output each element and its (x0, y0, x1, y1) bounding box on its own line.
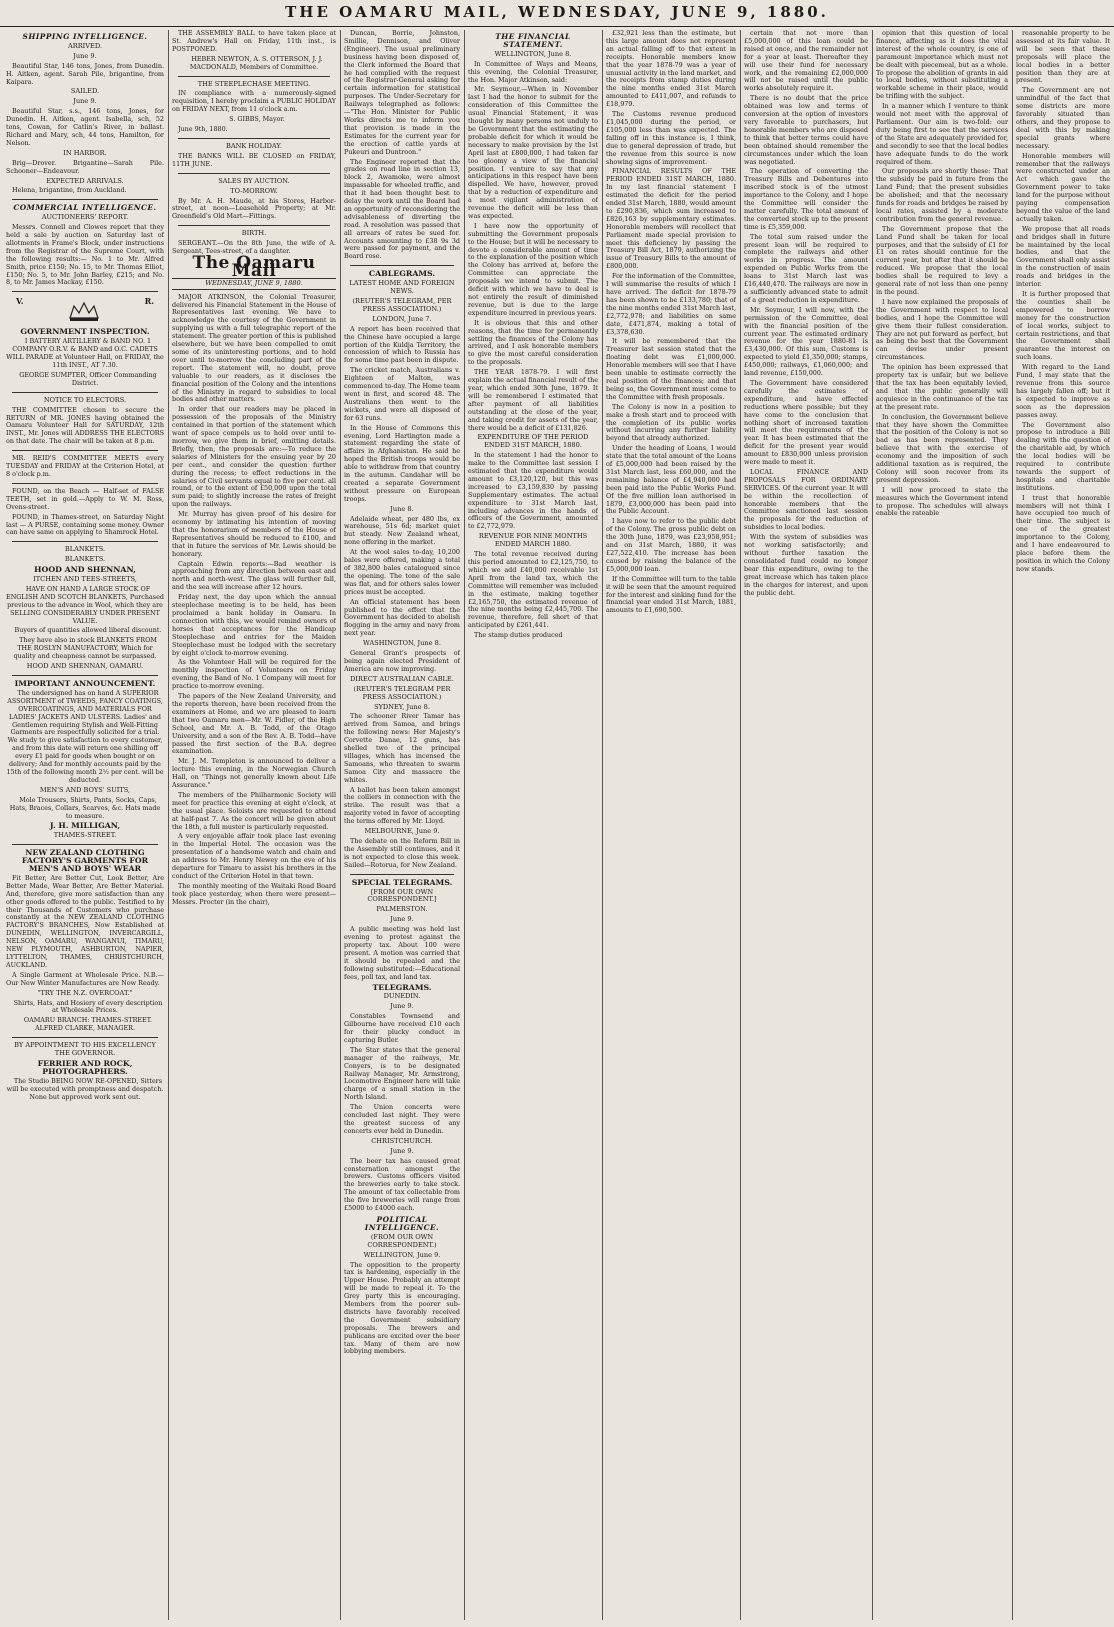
telegram-paragraph: The opposition to the property tax is hardening, especially in the Upper House. Probably an attempt will be made to repeal it. To the Grey party this is encouraging. Members from the poorer sub-districts have favorably received the Government subsidiary proposals. The brewers and publicans are excited over the beer tax. Many of them are now lobbying members. (344, 1260, 460, 1356)
statement-paragraph: The Government are not unmindful of the fact that some districts are more favorably situated than others, and they propose to deal with this by making special grants where necessary. (1016, 86, 1110, 150)
leader-paragraph: The members of the Philharmonic Society will meet for practice this evening at eight o'clock, at the usual place. Soloists are requested to attend at half-past 7. As the concert will be given about the 18th, a full muster is particularly requested. (172, 790, 336, 831)
special-telegrams-sub: [FROM OUR OWN CORRESPONDENT.] (367, 887, 437, 904)
shipping-heading: SHIPPING INTELLIGENCE. (22, 32, 148, 41)
article-paragraph: Duncan, Borrie, Johnston, Smillie, Dennison, and Oliver (Engineer). The usual preliminary business having been disposed of, the Clerk informed the Board that he had complied with the request of the Registrar-General asking for certain information for statistical purposes. The Under-Secretary for Railways telegraphed as follows:—"The Hon. Minister for Public Works directs me to inform you that provision is made in the Estimates for the current year for the erection of cattle yards at Pukeuri and Duntroon." (344, 30, 460, 156)
leader-paragraph: The papers of the New Zealand University, and the reports thereon, have been received from the examiners at Home, and we are pleased to learn that two Oamaru men—Mr. W. Fidler, of the High School, and Mr. A. B. Todd, of the Otago University, and a son of the Rev. A. B. Todd—have passed the first section of the B.A. degree examination. (172, 692, 336, 756)
column-1 (6, 30, 164, 1620)
column-6 (744, 30, 868, 1620)
column-rule (340, 30, 341, 1620)
article-paragraph: The Engineer reported that the grades on road line in section 13, block 2, Awamoko, were almost impassable for wheeled traffic, and that it had been thought best to delay the work until the Board had an opportunity of reconsidering the advisableness of diverting the road. A resolution was passed that all arrears of rates be sued for. Accounts amounting to £38 9s 3d were passed for payment, and the Board rose. (344, 157, 460, 261)
harbor-label: IN HARBOR. (63, 148, 107, 157)
ferrier-rock-heading: FERRIER AND ROCK, PHOTOGRAPHERS. (37, 1058, 133, 1076)
dateline: LONDON, June 7. (372, 314, 432, 323)
hood-shennan-roslyn: They have also in stock BLANKETS FROM THE ROSLYN MANUFACTORY, Which for quality and cheapness cannot be surpassed. (13, 636, 157, 661)
statement-paragraph: In a manner which I venture to think would not meet with the approval of Parliament. Our aim is two-fold: our duty being first to see that the services of the State are adequately provided for, and secondly to see that the local bodies have adequate funds to do the work required of them. (876, 102, 1008, 166)
cable-paragraph: The cricket match, Australians v. Eighteen of Malton, was commenced to-day. The Home team went in first, and scored 48. The Australians then went to the wickets, and were all disposed of for 63 runs. (344, 366, 460, 422)
dateline: MELBOURNE, June 9. (364, 827, 440, 836)
mens-suits-heading: MEN'S AND BOYS' SUITS, (39, 785, 131, 794)
column-rule (602, 30, 603, 1620)
divider (12, 291, 158, 292)
dateline: June 9. (390, 1002, 414, 1011)
leader-paragraph: Captain Edwin reports:—Bad weather is approaching from any direction between east and north and north-west. The glass will further fall, and the sea will increase after 12 hours. (172, 559, 336, 592)
important-text: The undersigned has on hand A SUPERIOR ASSORTMENT of TWEEDS, FANCY COATINGS, OVERCOATINGS, AND MATERIALS FOR LADIES' JACKETS AND ULSTERS. Ladies' and Gentlemen requiring Stylish and Well-Fitting Garments are respectfully solicited for a trial. We study to give satisfaction to every customer, and from this date will return one shilling off every £1 paid for goods when bought or on delivery; And for monthly accounts paid by the 15th of the following month 2½ per cent. will be deducted. (6, 688, 164, 784)
statement-paragraph: The Colony is now in a position to make a fresh start and to proceed with the completion of its public works without incurring any further liability beyond that already authorized. (606, 402, 736, 443)
statement-paragraph: With regard to the Land Fund, I may state that the revenue from this source has largely fallen off; but it is expected to improve as soon as the depression passes away. (1016, 363, 1110, 419)
dateline: WELLINGTON, June 8. (494, 49, 572, 58)
statement-paragraph: The total sum raised under the present loan will be required to complete the railways and other works in progress. The amount expended on Public Works from the loans to 31st March last was £16,440,470. The railways are now in a sufficiently advanced state to admit of a great reduction in expenditure. (744, 232, 868, 304)
telegram-paragraph: A public meeting was held last evening to protest against the property tax. About 100 were present. A motion was carried that it should be repealed and the following substituted:—Educational fees, poll tax, and land tax. (344, 925, 460, 981)
telegram-paragraph: Constables Townsend and Gilbourne have received £10 each for their plucky conduct in capturing Butler. (344, 1012, 460, 1044)
statement-paragraph: The Government propose that the Land Fund shall be taken for local purposes, and that the subsidy of £1 for £1 on rates should continue for the current year, but after that it should be reduced. We propose that the local bodies shall be required to levy a general rate of not less than one penny in the pound. (876, 224, 1008, 296)
leader-paragraph: Mr. Murray has given proof of his desire for economy by intimating his intention of moving that the honorarium of members of the House of Representatives should be reduced to £100, and that in future the services of Mr. Lewis should be honorary. (172, 510, 336, 558)
divider (350, 265, 454, 266)
statement-paragraph: It is further proposed that the counties shall be empowered to borrow money for the construction of local works, subject to certain restrictions, and that the Government shall guarantee the interest on such loans. (1016, 290, 1110, 362)
statement-paragraph: For the information of the Committee, I will summarise the results of which I have arrived. The deficit for 1878-79 has been shown to be £133,780; that of the nine months ended 31st March last, £2,772,978; and liabilities on same date, £471,874, making a total of £3,378,630. (606, 272, 736, 336)
statement-paragraph: The total revenue received during this period amounted to £2,125,750, to which we add £40,000 receivable 1st April from the land tax, which the Committee will remember was included in the estimate, making together £2,165,750, the estimated revenue of the nine months being £2,445,700. The revenue, therefore, fell short of that anticipated by £261,441. (468, 550, 598, 630)
political-sub: (FROM OUR OWN CORRESPONDENT.) (367, 1232, 437, 1249)
bank-holiday-text: THE BANKS WILL BE CLOSED on FRIDAY, 11TH JUNE. (172, 151, 336, 168)
statement-paragraph: It will be remembered that the Treasurer last session stated that the floating debt was £1,000,000. Honorable members will see that I have been unable to estimate correctly the real position of the finances; and that being so, the Government must come to the Committee with fresh proposals. (606, 337, 736, 401)
birth-text: SERGEANT.—On the 8th June, the wife of A. Sergeant, Tees-street, of a daughter. (172, 239, 336, 256)
column-5 (606, 30, 736, 1620)
milligan-name: J. H. MILLIGAN, (49, 821, 121, 831)
statement-paragraph: Our proposals are shortly these: That the subsidy be paid in future from the Land Fund; that the present subsidies be abolished; and that the necessary funds for roads and bridges be raised by local rates, assisted by a moderate contribution from the general revenue. (876, 167, 1008, 223)
newspaper-flag: The Oamaru Mail (192, 252, 316, 281)
column-7 (876, 30, 1008, 1620)
statement-paragraph: £32,921 less than the estimate, but this large amount does not represent an actual falling off to that extent in receipts. Honorable members know that the year 1878-79 was a year of unusual activity in the land market, and the receipts from stamp duties during the nine months ended 31st March amounted to £411,007, and refunds to £18,979. (606, 30, 736, 109)
cable-paragraph: The schooner River Tamar has arrived from Samoa, and brings the following news: Her Majesty's Corvette Danae, 12 guns, has shelled two of the principal villages, which has incensed the Samoans, who threaten to swarm Samoa City and massacre the whites. (344, 712, 460, 784)
steeplechase-date: June 9th, 1880. (178, 125, 228, 134)
cablegrams-agency: (REUTER'S TELEGRAM, PER PRESS ASSOCIATION.) (352, 297, 452, 313)
reid-notice: MR. REID'S COMMITTEE MEETS every TUESDAY and FRIDAY at the Criterion Hotel, at 8 o'clock p.m. (6, 454, 164, 478)
divider (178, 173, 330, 174)
column-2 (172, 30, 336, 1620)
nz-clothing-text-2: A Single Garment at Wholesale Price. N.B.—Our New Winter Manufactures are Now Ready. (6, 970, 164, 987)
statement-paragraph: In conclusion, the Government believe that they have shown the Committee that the position of the Colony is not so bad as has been represented. They believe that with the exercise of economy and the imposition of such additional taxation as is required, the Colony will soon recover from its present depression. (876, 412, 1008, 484)
dateline: June 9. (390, 1146, 414, 1155)
statement-paragraph: I have now explained the proposals of the Government with respect to local bodies, and I hope the Committee will give them their fullest consideration. They are not put forward as perfect, but as being the best that the Government can devise under present circumstances. (876, 297, 1008, 362)
cable-paragraph: A ballot has been taken amongst the colliers in connection with the strike. The result was that a majority voted in favor of accepting the terms offered by Mr. Lloyd. (344, 785, 460, 826)
direct-cable-agency: (REUTER'S TELEGRAM PER PRESS ASSOCIATION.) (353, 684, 451, 701)
financial-statement-heading: THE FINANCIAL STATEMENT. (495, 32, 571, 49)
political-heading: POLITICAL INTELLIGENCE. (364, 1214, 440, 1232)
masthead-title: THE OAMARU MAIL, WEDNESDAY, JUNE 9, 1880. (285, 3, 829, 21)
birth-heading: BIRTH. (241, 229, 267, 238)
statement-paragraph: Mr. Seymour,—When in November last I had the honor to submit for the consideration of this Committee the usual Financial Statement, it was thought by many persons not unduly to be Government that the estimating the probable deficit for which it would be necessary to make provision by the 1st April last at £800,000, I had taken far too gloomy a view of the financial position. I venture to say that any anticipations in this respect have been dispelled. We have, however, proved that by a reduction of expenditure and a most vigilant administration of revenue the deficit will be less than was expected. (468, 85, 598, 220)
nz-clothing-text-3: Shirts, Hats, and Hosiery of every description at Wholesale Prices. (13, 998, 163, 1015)
dateline: SYDNEY, June 8. (374, 702, 430, 711)
statement-paragraph: The Customs revenue produced £1,045,000 during the period, or £105,000 less than was expected. The falling off in this instance is, I think, due to general depression of trade, but the revenue from this source is now showing signs of improvement. (606, 110, 736, 166)
statement-paragraph: The Government have considered carefully the estimates of expenditure, and have effected reductions where possible; but they have come to the conclusion that nothing short of increased taxation will meet the requirements of the year. It has been estimated that the deficit for the present year would amount to £830,000 unless provision were made to meet it. (744, 378, 868, 467)
sales-heading: SALES BY AUCTION. (218, 176, 290, 185)
sales-subheading: TO-MORROW. (230, 186, 278, 195)
sailed-label: SAILED. (70, 87, 100, 96)
cable-paragraph: The debate on the Reform Bill in the Assembly still continues, and it is not expected to close this week. Sailed—Rotorua, for New Zealand. (344, 837, 460, 869)
leader-paragraph: Friday next, the day upon which the annual steeplechase meeting is to be held, has been proclaimed a bank holiday in Oamaru. In connection with this, we would remind owners of horses that acceptances for the Handicap Steeplechase and entries for the Maiden Steeplechase must be lodged with the secretary by eight o'clock to-morrow evening. (172, 593, 336, 657)
masthead (0, 0, 1114, 27)
statement-paragraph: I trust that honorable members will not think I have occupied too much of their time. The subject is one of the greatest importance to the Colony, and I have endeavoured to place before them the position in which the Colony now stands. (1016, 493, 1110, 573)
statement-paragraph: opinion that this question of local finance, affecting as it does the vital interest of the whole country, is one of paramount importance which must not be dealt with piecemeal, but as a whole. To propose the abolition of grants in aid to local bodies, without substituting a workable scheme in their place, would be trifling with the subject. (876, 30, 1008, 101)
statement-paragraph: Under the heading of Loans, I would state that the total amount of the Loans of £5,000,000 had been raised by the 31st March last, less £60,000, and the remaining balance of £4,940,000 had been paid into the Public Works Fund. Of the five million loan authorised in 1879, £3,000,000 has been paid into the Public Account. (606, 444, 736, 516)
statement-paragraph: Mr. Seymour, I will now, with the permission of the Committee, deal with the financial position of the current year. The estimated ordinary revenue for the year 1880-81 is £3,430,000. Of this sum, Customs is expected to yield £1,350,000; stamps, £450,000; railways, £1,060,000; and land revenue, £150,000. (744, 305, 868, 378)
statement-paragraph: The opinion has been expressed that property tax is unfair, but we believe that the tax has been equitably levied, and that the public generally will acquiesce in the continuance of the tax at the present rate. (876, 363, 1008, 411)
divider (178, 138, 330, 139)
hood-shennan-sign: HOOD AND SHENNAN, OAMARU. (26, 662, 144, 671)
palmerston-heading: PALMERSTON. (376, 905, 428, 914)
cablegrams-heading: CABLEGRAMS. (368, 269, 436, 279)
hood-shennan-discount: Buyers of quantities allowed liberal discount. (14, 626, 162, 635)
divider (178, 76, 330, 77)
cable-paragraph: In the House of Commons this evening, Lord Hartington made a statement regarding the state of affairs in Afghanistan. He said he hoped the British troops would be able to withdraw from that country in the autumn. Candahar will be created a separate Government without pressure on European troops. (344, 423, 460, 503)
electors-heading: NOTICE TO ELECTORS. (43, 395, 127, 404)
blankets-heading-2: BLANKETS. (64, 555, 106, 564)
cipher-v: V. (16, 296, 24, 307)
dateline: June 8. (390, 504, 414, 513)
cipher-r: R. (144, 296, 154, 307)
statement-paragraph: We propose that all roads and bridges shall in future be maintained by the local bodies, and that the Government shall only assist in the construction of main roads and bridges in the interior. (1016, 224, 1110, 289)
divider (178, 225, 330, 226)
dateline: June 9. (390, 915, 414, 924)
telegram-paragraph: The Star states that the general manager of the railways, Mr. Conyers, is to be designated Railway Manager, Mr. Armstrong, Locomotive Engineer here will take charge of a small station in the North Island. (344, 1045, 460, 1102)
sales-text: By Mr. A. H. Maude, at his Stores, Harbor-street, at noon—Leasehold Property; at Mr. Greenfield's Old Mart—Fittings. (172, 196, 336, 221)
divider (12, 844, 158, 845)
cable-paragraph: At the wool sales to-day, 10,200 bales were offered, making a total of 382,800 bales catalogued since the opening. The tone of the sale was flat, and for others sales lower prices must be accepted. (344, 548, 460, 596)
statement-paragraph: In Committee of Ways and Means, this evening, the Colonial Treasurer, the Hon. Major Atkinson, said: (468, 59, 598, 84)
dunedin-heading: DUNEDIN. (383, 992, 421, 1001)
leader-paragraph: In order that our readers may be placed in possession of the proposals of the Ministry contained in that portion of the statement which want of space compels us to hold over until to-morrow, we give them in brief, omitting details. Briefly, then, the proposals are:—To reduce the salaries of Ministers for the ensuing year by 20 per cent., and consider the question further during the recess; to effect reductions in the salaries of Civil servants equal to five per cent. all round, or to the extent of £50,000 upon the total sum paid; to slightly increase the rates of freight upon the railways. (172, 405, 336, 509)
nz-clothing-heading: NEW ZEALAND CLOTHING FACTORY'S GARMENTS FOR MEN'S AND BOYS' WEAR (21, 848, 149, 874)
statement-paragraph: LOCAL FINANCE AND PROPOSALS FOR ORDINARY SERVICES. Of the current year. It will be within the recollection of honorable members that the Committee sanctioned last session the proposals for the reduction of subsidies to local bodies. (744, 467, 868, 532)
statement-paragraph: With the system of subsidies was not working satisfactorily; and without further taxation the consolidated fund could no longer bear this expenditure, owing to the great increase which has taken place in the charges for interest, and upon the public debt. (744, 533, 868, 597)
telegram-paragraph: The beer tax has caused great consternation amongst the brewers. Customs officers visited the breweries early to take stock. The amount of tax collectable from the five breweries will range from £5000 to £4000 each. (344, 1156, 460, 1213)
statement-paragraph: I have now to refer to the public debt of the Colony. The gross public debt on the 30th June, 1879, was £23,958,951; and on 31st March, 1880, it was £27,522,410. The increase has been caused by raising the balance of the £5,000,000 loan. (606, 517, 736, 573)
column-rule (740, 30, 741, 1620)
nz-clothing-text: Fit Better, Are Better Cut, Look Better, Are Better Made, Wear Better, Are Better Material. And, therefore, give more satisfaction than any other goods offered to the public. Testified to by their Thousands of Customers who purchase constantly at the NEW ZEALAND CLOTHING FACTORY'S BRANCHES, Now Established at DUNEDIN, WELLINGTON, INVERCARGILL, NELSON, OAMARU, WANGANUI, TIMARU, NEW PLYMOUTH, ASHBURTON, NAPIER, LYTTELTON, THAMES, CHRISTCHURCH, AUCKLAND. (6, 873, 164, 969)
telegrams-heading: TELEGRAMS. (372, 982, 432, 992)
royal-cipher (6, 296, 164, 326)
statement-paragraph: reasonable property to be assessed at its fair value. It will be seen that these proposals will place the local bodies in a better position than they are at present. (1016, 30, 1110, 85)
steeplechase-heading: THE STEEPLECHASE MEETING. (197, 79, 311, 88)
column-8 (1016, 30, 1110, 1620)
column-3 (344, 30, 460, 1620)
cable-paragraph: General Grant's prospects of being again elected President of America are now improving. (344, 649, 460, 673)
arrived-text: Beautiful Star, 146 tons, Jones, from Dunedin. H. Aitken, agent. Sarah Pile, brigantine, from Kaipara. (6, 61, 164, 86)
auctioneers-heading: AUCTIONEERS' REPORT. (41, 213, 129, 222)
auction-text: Messrs. Connell and Clowes report that they held a sale by auction on Saturday last of allotments in Frame's Block, under instructions from the Registrar of the Supreme Court, with the following results:— No. 1 to Mr. Alfred Smith, price £150; No. 15, to Mr. Thomas Elliot, £150; No. 5, to Mr. John Barley, £215; and No. 8, to Mr. James Mackay, £150. (6, 223, 164, 287)
ferrier-rock-text: The Studio BEING NOW RE-OPENED, Sitters will be executed with promptness and despatch. None but approved work sent out. (6, 1076, 164, 1101)
oamaru-branch: OAMARU BRANCH: THAMES-STREET. ALFRED CLARKE, MANAGER. (23, 1016, 153, 1033)
commercial-heading: COMMERCIAL INTELLIGENCE. (13, 203, 157, 213)
telegram-paragraph: The Union concerts were concluded last night. They were the greatest success of any concerts ever held in Dunedin. (344, 1103, 460, 1135)
leader-paragraph: MAJOR ATKINSON, the Colonial Treasurer, delivered his Financial Statement in the House of Representatives last evening. We have to acknowledge the courtesy of the Government in supplying us with a full telegraphic report of the statement. The greater portion of this is published elsewhere, but we have been compelled to omit some of its uninteresting portions, and to hold over until to-morrow the concluding part of the report. The statement will, no doubt, prove valuable to our readers, as it discloses the financial position of the Colony and the intentions of the Ministry in regard to subsidies to local bodies and other matters. (172, 292, 336, 404)
gov-inspection-sign: GEORGE SUMPTER, Officer Commanding District. (19, 370, 157, 387)
column-rule (168, 30, 169, 1620)
statement-paragraph: The operation of converting the Treasury Bills and Debentures into inscribed stock is of the utmost importance to the Colony, and I hope the Committee will consider the matter carefully. The total amount of the converted stock up to the present time is £5,359,000. (744, 167, 868, 231)
flag-date: WEDNESDAY, JUNE 9, 1880. (172, 278, 336, 290)
divider (12, 450, 158, 451)
assembly-ball-notice: THE ASSEMBLY BALL to have taken place at St. Andrew's Hall on Friday, 11th inst., is POSTPONED. (172, 30, 336, 53)
found-teeth-notice: FOUND, on the Beach — Half-set of FALSE TEETH, set in gold.—Apply to W. M. Ross, Ovens-street. (6, 486, 164, 511)
column-rule (872, 30, 873, 1620)
cable-paragraph: A report has been received that the Chinese have occupied a large portion of the Kuldja Territory, the concession of which to Russia has for some time past been in dispute. (344, 324, 460, 365)
statement-paragraph: I will now proceed to state the measures which the Government intend to propose. The schedules will always enable the rateable (876, 485, 1008, 518)
appointment-line: BY APPOINTMENT TO HIS EXCELLENCY THE GOVERNOR. (14, 1041, 156, 1058)
hood-shennan-text: HAVE ON HAND A LARGE STOCK OF ENGLISH AND SCOTCH BLANKETS, Purchased previous to the advance in Wool, which they are SELLING CONSIDERABLY UNDER PRESENT VALUE. (6, 584, 164, 625)
statement-paragraph: Honorable members will remember that the railways were constructed under an Act which gave the Government power to take land for the purpose without paying compensation beyond the value of the land actually taken. (1016, 151, 1110, 223)
leader-paragraph: A very enjoyable affair took place last evening in the Imperial Hotel. The occasion was the presentation of a handsome watch and chain and an address to Mr. Henry Newey on the eve of his departure for Timaru to assist his brothers in the conduct of the Criterion Hotel in that town. (172, 832, 336, 880)
gov-inspection-text: I BATTERY ARTILLERY & BAND NO. 1 COMPANY O.R.V. & BAND and O.C. CADETS WILL PARADE at Volunteer Hall, on FRIDAY, the 11th INST., AT 7.30. (6, 337, 164, 369)
divider (12, 199, 158, 200)
harbor-text: Brig—Drover. Brigantine—Sarah Pile. Schooner—Endeavour. (6, 158, 164, 175)
statement-paragraph: THE YEAR 1878-79. I will first explain the actual financial result of the year, which ended 30th June, 1879. It will be remembered I estimated that after payment of all liabilities outstanding at the close of the year, and taking credit for assets of the year, there would be a deficit of £131,826. (468, 368, 598, 432)
expenditure-subheading: EXPENDITURE OF THE PERIOD ENDED 31ST MARCH, 1880. (477, 433, 589, 450)
overcoat-slogan: "TRY THE N.Z. OVERCOAT." (37, 988, 133, 997)
sailed-text: Beautiful Star, s.s., 146 tons, Jones, for Dunedin. H. Aitken, agent. Isabella, sch, 52 tons, Cowan, for Catlin's River, in ballast. Richard and Mary, sch, 44 tons, Hamilton, for Nelson. (6, 107, 164, 147)
bank-holiday-heading: BANK HOLIDAY. (226, 141, 282, 150)
statement-paragraph: The stamp duties produced (474, 631, 563, 640)
expected-text: Helena, brigantine, from Auckland. (12, 186, 127, 195)
divider (350, 874, 454, 875)
divider (12, 675, 158, 676)
milligan-address: THAMES-STREET. (53, 831, 117, 840)
statement-paragraph: There is no doubt that the price obtained was low and terms of conversion at the option of investors very favorable to purchasers, but honorable members who are disposed to think that better terms could have been obtained should remember the circumstances under which the loan was negotiated. (744, 94, 868, 166)
steeplechase-sign: S. GIBBS, Mayor. (229, 115, 285, 124)
statement-paragraph: FINANCIAL RESULTS OF THE PERIOD ENDED 31ST MARCH, 1880. In my last financial statement I estimated the deficit for the period ended 31st March, 1880, would amount to £290,836, which sum increased to £826,163 by supplementary estimates. Honorable members will recollect that Parliament made special provision to meet this deficiency by passing the Treasury Bill Act, 1879, authorizing the issue of Treasury Bills to the amount of £800,000. (606, 167, 736, 271)
dateline: WASHINGTON, June 8. (363, 639, 441, 648)
mens-suits-text: Mole Trousers, Shirts, Pants, Socks, Caps, Hats, Braces, Collars, Scarves, &c. Hats made to measure. (9, 795, 161, 820)
divider (12, 1037, 158, 1038)
expected-label: EXPECTED ARRIVALS. (46, 176, 124, 185)
important-heading: IMPORTANT ANNOUNCEMENT. (14, 679, 156, 688)
divider (12, 392, 158, 393)
revenue-subheading: REVENUE FOR NINE MONTHS ENDED MARCH 1880. (478, 532, 588, 549)
gov-inspection-heading: GOVERNMENT INSPECTION. (20, 327, 150, 337)
column-4 (468, 30, 598, 1620)
leader-paragraph: As the Volunteer Hall will be required for the monthly inspection of Volunteers on Friday evening, the Band of No. 1 Company will meet for practice to-morrow evening. (172, 658, 336, 691)
leader-paragraph: The monthly meeting of the Waitaki Road Board took place yesterday, when there were present—Messrs. Procter (in the chair), (172, 881, 336, 906)
sailed-date: June 9. (73, 97, 97, 106)
blankets-heading: BLANKETS. (64, 545, 106, 554)
cablegrams-subheading: LATEST HOME AND FOREIGN NEWS. (349, 279, 455, 296)
hood-shennan-address: ITCHEN AND TEES-STREETS, (33, 575, 137, 584)
statement-paragraph: If the Committee will turn to the table it will be seen that the amount required for the interest and sinking fund for the financial year ended 31st March, 1881, amounts to £1,690,500. (606, 574, 736, 615)
statement-paragraph: The Government also propose to introduce a Bill dealing with the question of the charitable aid, by which the local bodies will be required to contribute towards the support of hospitals and charitable institutions. (1016, 420, 1110, 492)
divider (12, 541, 158, 542)
divider (12, 483, 158, 484)
cable-paragraph: An official statement has been published to the effect that the Government has decided to abolish flogging in the army and navy from next year. (344, 597, 460, 638)
cable-paragraph: Adelaide wheat, per 480 lbs, ex warehouse, 51s 6d; market quiet but steady. New Zealand wheat, none offering in the market. (344, 514, 460, 547)
christchurch-heading: CHRISTCHURCH. (371, 1136, 433, 1145)
assembly-ball-sign: HEBER NEWTON, A. S. OTTERSON, J. J. MACDONALD, Members of Committee. (189, 54, 323, 71)
direct-cable-heading: DIRECT AUSTRALIAN CABLE. (350, 674, 454, 683)
dateline: WELLINGTON, June 9. (363, 1250, 441, 1259)
leader-paragraph: Mr. J. M. Templeton is announced to deliver a lecture this evening, in the Norwegian Church Hall, on "Things not generally known about Life Assurance." (172, 757, 336, 790)
statement-paragraph: It is obvious that this and other reasons, that the time for permanently settling the finances of the Colony has arrived, and I ask honorable members to give the most careful consideration to the proposals. (468, 318, 598, 367)
statement-paragraph: certain that not more than £5,000,000 of this loan could be raised at once, and the remainder not for a year at least. Thereafter they will use their fund for necessary work, and the remaining £2,000,000 will not be raised until the public works absolutely require it. (744, 30, 868, 93)
electors-text: THE COMMITTEE chosen to secure the RETURN of MR. JONES having obtained the Oamaru Volunteer Hall for SATURDAY, 12th INST., Mr. Jones will ADDRESS THE ELECTORS on that date. The chair will be taken at 8 p.m. (6, 405, 164, 446)
found-purse-notice: FOUND, in Thames-street, on Saturday Night last — A PURSE, containing some money. Owner can have same on applying to Shamrock Hotel. (6, 512, 164, 537)
arrived-label: ARRIVED. (67, 41, 103, 50)
hood-shennan-heading: HOOD AND SHENNAN, (34, 565, 136, 575)
steeplechase-text: IN compliance with a numerously-signed requisition, I hereby proclaim a PUBLIC HOLIDAY on FRIDAY NEXT, from 11 o'clock a.m. (172, 89, 336, 114)
column-rule (464, 30, 465, 1620)
arrived-date: June 9. (73, 51, 97, 60)
special-telegrams-heading: SPECIAL TELEGRAMS. (351, 877, 453, 887)
statement-paragraph: I have now the opportunity of submitting the Government proposals to the House; but it will be necessary to devote a considerable amount of time to the explanation of the position which the Colony has arrived at, before the Committee can appreciate the proposals we intend to submit. The deficit with which we have to deal is not entirely the result of diminished revenue, but is due to the large expenditure incurred in previous years. (468, 221, 598, 317)
crown-icon (64, 300, 104, 322)
statement-paragraph: In the statement I had the honor to make to the Committee last session I estimated that the expenditure would amount to £3,120,120, but this was increased to £3,159,830 by passing Supplementary estimates. The actual expenditure to 31st March last, including advances in the hands of officers of the Government, amounted to £2,772,979. (468, 451, 598, 531)
column-rule (1012, 30, 1013, 1620)
